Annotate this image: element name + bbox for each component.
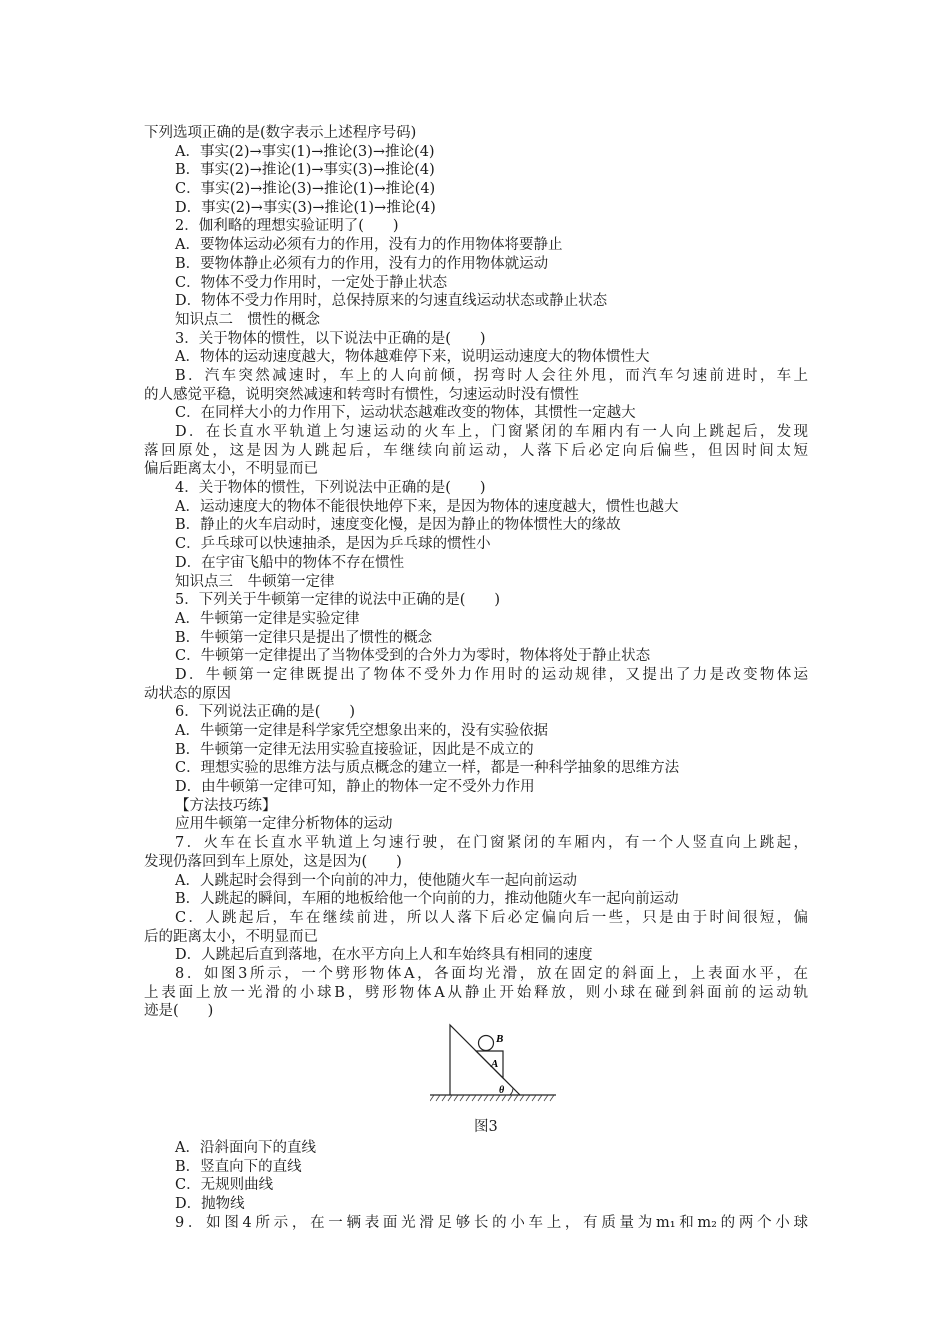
option-d-cont: 偏后距离太小，不明显而已	[144, 461, 318, 478]
option-d: D．物体不受力作用时，总保持原来的匀速直线运动状态或静止状态	[175, 293, 608, 310]
option-d: D．在长直水平轨道上匀速运动的火车上，门窗紧闭的车厢内有一人向上跳起后，发现	[175, 424, 808, 440]
question-6: 6．下列说法正确的是( )	[175, 704, 356, 721]
option-b: B．静止的火车启动时，速度变化慢，是因为静止的物体惯性大的缘故	[175, 517, 621, 534]
figure-caption: 图3	[474, 1119, 498, 1135]
ball-b	[479, 1036, 494, 1051]
question-8-cont: 上表面上放一光滑的小球B，劈形物体A从静止开始释放，则小球在碰到斜面前的运动轨	[144, 984, 808, 1001]
document-body	[144, 124, 808, 1232]
label-theta: θ	[499, 1085, 505, 1096]
option-c: C．牛顿第一定律提出了当物体受到的合外力为零时，物体将处于静止状态	[175, 648, 651, 665]
label-b: B	[496, 1033, 504, 1045]
option-d-cont: 动状态的原因	[144, 685, 231, 702]
option-a: A．人跳起时会得到一个向前的冲力，使他随火车一起向前运动	[175, 872, 577, 889]
option-b: B．牛顿第一定律无法用实验直接验证，因此是不成立的	[175, 741, 534, 758]
question-4: 4．关于物体的惯性，下列说法中正确的是( )	[175, 480, 486, 497]
question-9: 9．如图4所示，在一辆表面光滑足够长的小车上，有质量为m₁和m₂的两个小球	[175, 1214, 808, 1231]
option-a: A．运动速度大的物体不能很快地停下来，是因为物体的速度越大，惯性也越大	[175, 498, 679, 515]
section-heading: 【方法技巧练】	[175, 797, 277, 814]
option-a: A．牛顿第一定律是实验定律	[175, 610, 360, 627]
option-b: B．汽车突然减速时，车上的人向前倾，拐弯时人会往外甩，而汽车匀速前进时，车上	[175, 367, 808, 384]
option-d: D．事实(2)→事实(3)→推论(1)→推论(4)	[175, 199, 436, 216]
question-2: 2．伽利略的理想实验证明了( )	[175, 218, 399, 235]
option-c: C．理想实验的思维方法与质点概念的建立一样，都是一种科学抽象的思维方法	[175, 760, 680, 777]
option-d: D．抛物线	[175, 1196, 245, 1213]
ground-hatching	[430, 1095, 554, 1101]
question-7-cont: 发现仍落回到车上原处，这是因为( )	[144, 853, 402, 870]
text-line: 下列选项正确的是(数字表示上述程序号码)	[144, 125, 417, 141]
option-c: C．无规则曲线	[175, 1177, 274, 1194]
question-8: 8．如图3所示，一个劈形物体A，各面均光滑，放在固定的斜面上，上表面水平，在	[175, 965, 808, 982]
figure-3	[144, 1021, 808, 1139]
option-b: B．事实(2)→推论(1)→事实(3)→推论(4)	[175, 162, 435, 179]
option-b-cont: 的人感觉平稳，说明突然减速和转弯时有惯性，匀速运动时没有惯性	[144, 386, 579, 403]
wedge-a	[476, 1051, 503, 1078]
option-b: B．牛顿第一定律只是提出了惯性的概念	[175, 629, 433, 646]
option-c: C．事实(2)→推论(3)→推论(1)→推论(4)	[175, 181, 436, 198]
question-7: 7．火车在长直水平轨道上匀速行驶，在门窗紧闭的车厢内，有一个人竖直向上跳起，	[175, 835, 808, 852]
section-heading: 知识点二 惯性的概念	[175, 311, 320, 328]
question-8-cont: 迹是( )	[144, 1003, 214, 1020]
option-d: D．牛顿第一定律既提出了物体不受外力作用时的运动规律，又提出了力是改变物体运	[175, 666, 808, 683]
angle-arc	[510, 1088, 513, 1095]
option-a: A．物体的运动速度越大，物体越难停下来，说明运动速度大的物体惯性大	[175, 349, 650, 366]
option-a: A．牛顿第一定律是科学家凭空想象出来的，没有实验依据	[175, 723, 548, 739]
option-b: B．要物体静止必须有力的作用，没有力的作用物体就运动	[175, 255, 549, 272]
question-3: 3．关于物体的惯性，以下说法中正确的是( )	[175, 330, 486, 347]
option-d: D．人跳起后直到落地，在水平方向上人和车始终具有相同的速度	[175, 947, 593, 964]
option-c: C．人跳起后，车在继续前进，所以人落下后必定偏向后一些，只是由于时间很短，偏	[175, 909, 808, 926]
option-c: C．物体不受力作用时，一定处于静止状态	[175, 274, 448, 291]
incline-wedge-diagram	[430, 1023, 560, 1113]
option-a: A．沿斜面向下的直线	[175, 1140, 316, 1156]
option-d: D．在宇宙飞船中的物体不存在惯性	[175, 554, 405, 571]
option-a: A．事实(2)→事实(1)→推论(3)→推论(4)	[175, 143, 435, 160]
option-d-cont: 落回原处，这是因为人跳起后，车继续向前运动，人落下后必定向后偏些，但因时间太短	[144, 442, 808, 459]
option-c: C．在同样大小的力作用下，运动状态越难改变的物体，其惯性一定越大	[175, 405, 636, 422]
section-heading: 知识点三 牛顿第一定律	[175, 573, 335, 590]
option-c-cont: 后的距离太小，不明显而已	[144, 928, 318, 945]
question-5: 5．下列关于牛顿第一定律的说法中正确的是( )	[175, 592, 501, 609]
label-a: A	[491, 1058, 499, 1070]
option-b: B．竖直向下的直线	[175, 1158, 302, 1175]
subsection-heading: 应用牛顿第一定律分析物体的运动	[175, 816, 393, 833]
option-a: A．要物体运动必须有力的作用，没有力的作用物体将要静止	[175, 237, 563, 254]
option-b: B．人跳起的瞬间，车厢的地板给他一个向前的力，推动他随火车一起向前运动	[175, 891, 679, 908]
option-d: D．由牛顿第一定律可知，静止的物体一定不受外力作用	[175, 779, 535, 796]
option-c: C．乒乓球可以快速抽杀，是因为乒乓球的惯性小	[175, 536, 491, 553]
